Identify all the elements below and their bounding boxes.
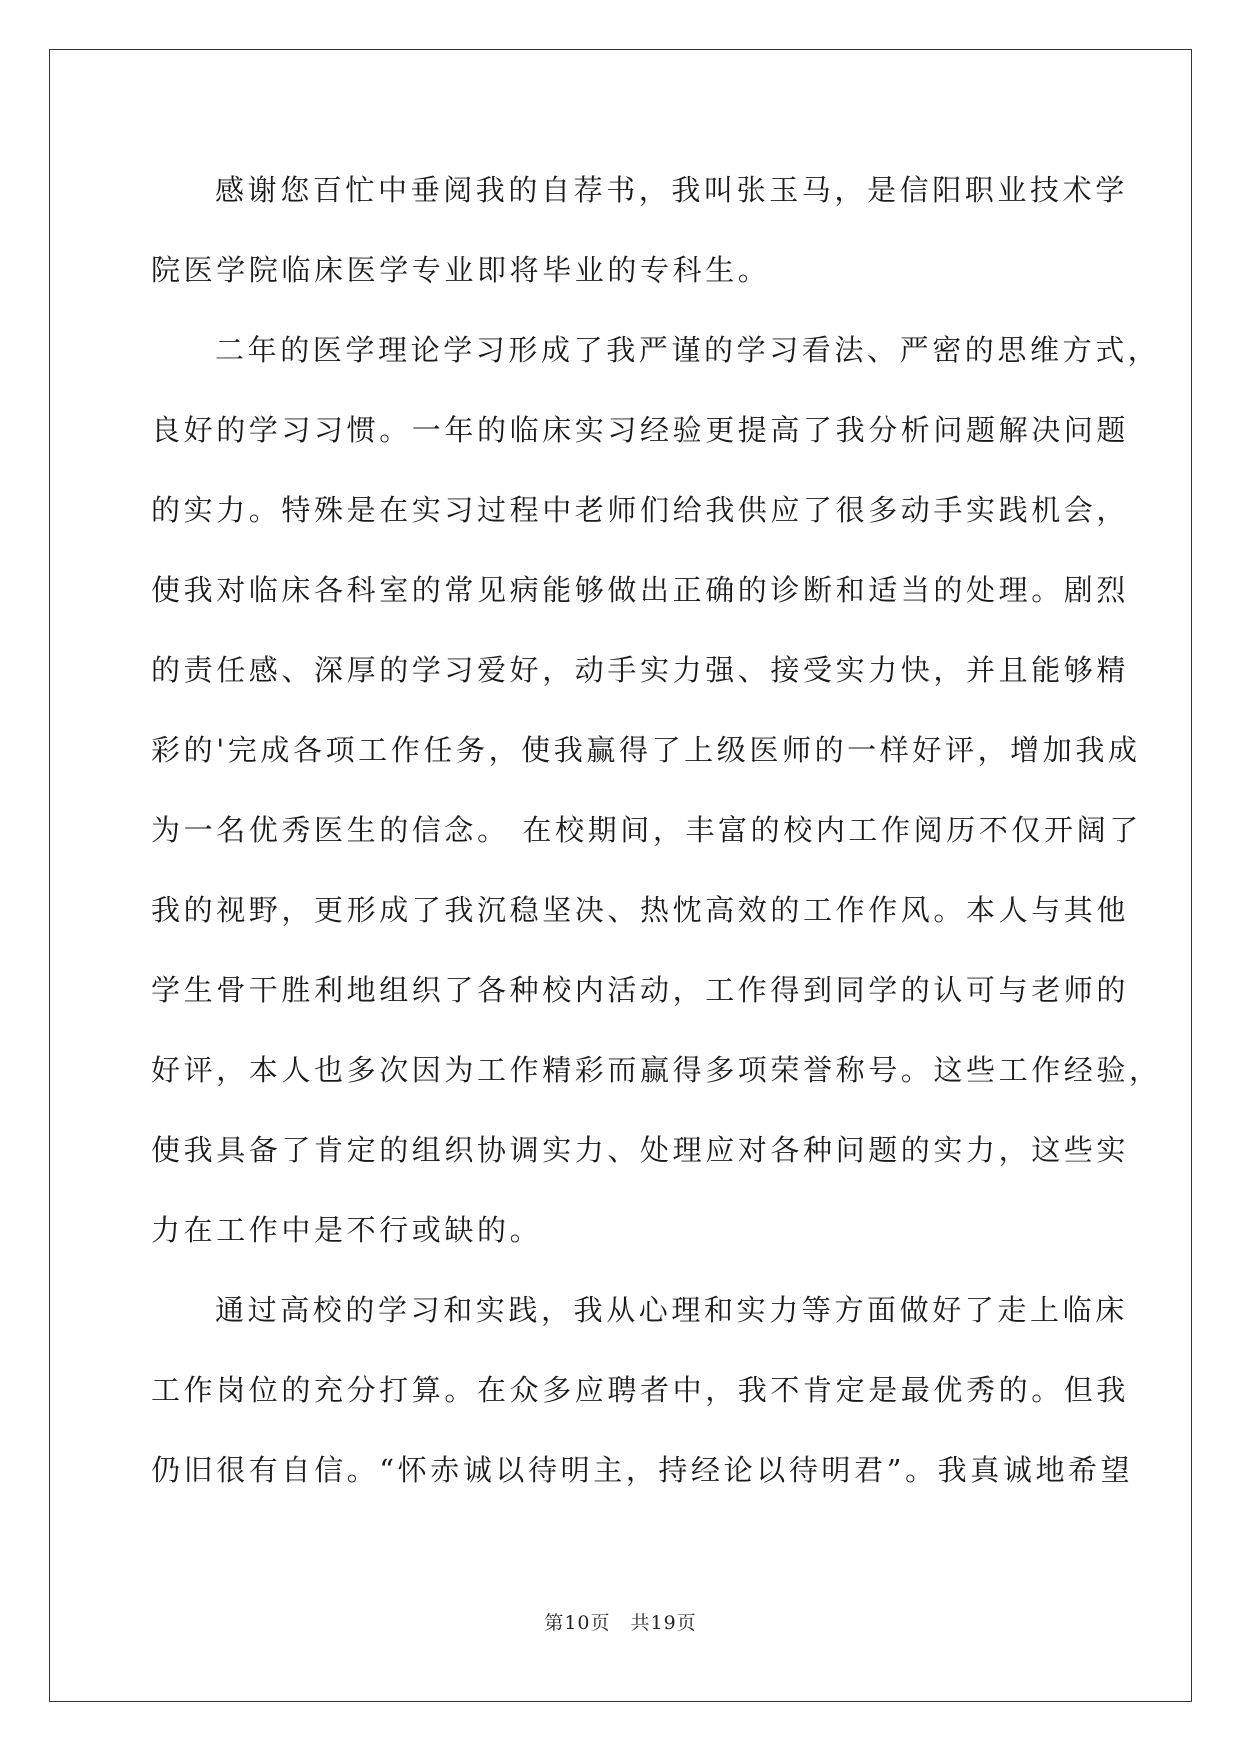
text-line: 感谢您百忙中垂阅我的自荐书，我叫张玉马，是信阳职业技术学: [215, 173, 1128, 207]
text-line: 院医学院临床医学专业即将毕业的专科生。: [151, 253, 771, 287]
text-line: 为一名优秀医生的信念。 在校期间，丰富的校内工作阅历不仅开阔了: [151, 813, 1142, 847]
text-line: 工作岗位的充分打算。在众多应聘者中，我不肯定是最优秀的。但我: [151, 1373, 1130, 1407]
text-line: 使我对临床各科室的常见病能够做出正确的诊断和适当的处理。剧烈: [151, 573, 1130, 607]
text-line: 的实力。特殊是在实习过程中老师们给我供应了很多动手实践机会，: [151, 493, 1130, 527]
text-line: 二年的医学理论学习形成了我严谨的学习看法、严密的思维方式，: [215, 333, 1161, 367]
text-line: 通过高校的学习和实践，我从心理和实力等方面做好了走上临床: [215, 1293, 1128, 1327]
text-line: 彩的'完成各项工作任务，使我赢得了上级医师的一样好评，增加我成: [151, 733, 1141, 767]
text-line: 力在工作中是不行或缺的。: [151, 1213, 543, 1247]
text-line: 使我具备了肯定的组织协调实力、处理应对各种问题的实力，这些实: [151, 1133, 1130, 1167]
page-number: 第10页 共19页: [544, 1612, 697, 1634]
text-line: 我的视野，更形成了我沉稳坚决、热忱高效的工作作风。本人与其他: [151, 893, 1130, 927]
text-line: 好评，本人也多次因为工作精彩而赢得多项荣誉称号。这些工作经验，: [151, 1053, 1162, 1087]
text-line: 学生骨干胜利地组织了各种校内活动，工作得到同学的认可与老师的: [151, 973, 1130, 1007]
text-line: 仍旧很有自信。“怀赤诚以待明主，持经论以待明君”。我真诚地希望: [151, 1453, 1134, 1487]
document-body: [151, 162, 1162, 1522]
text-line: 良好的学习习惯。一年的临床实习经验更提高了我分析问题解决问题: [151, 413, 1130, 447]
text-line: 的责任感、深厚的学习爱好，动手实力强、接受实力快，并且能够精: [151, 653, 1130, 687]
